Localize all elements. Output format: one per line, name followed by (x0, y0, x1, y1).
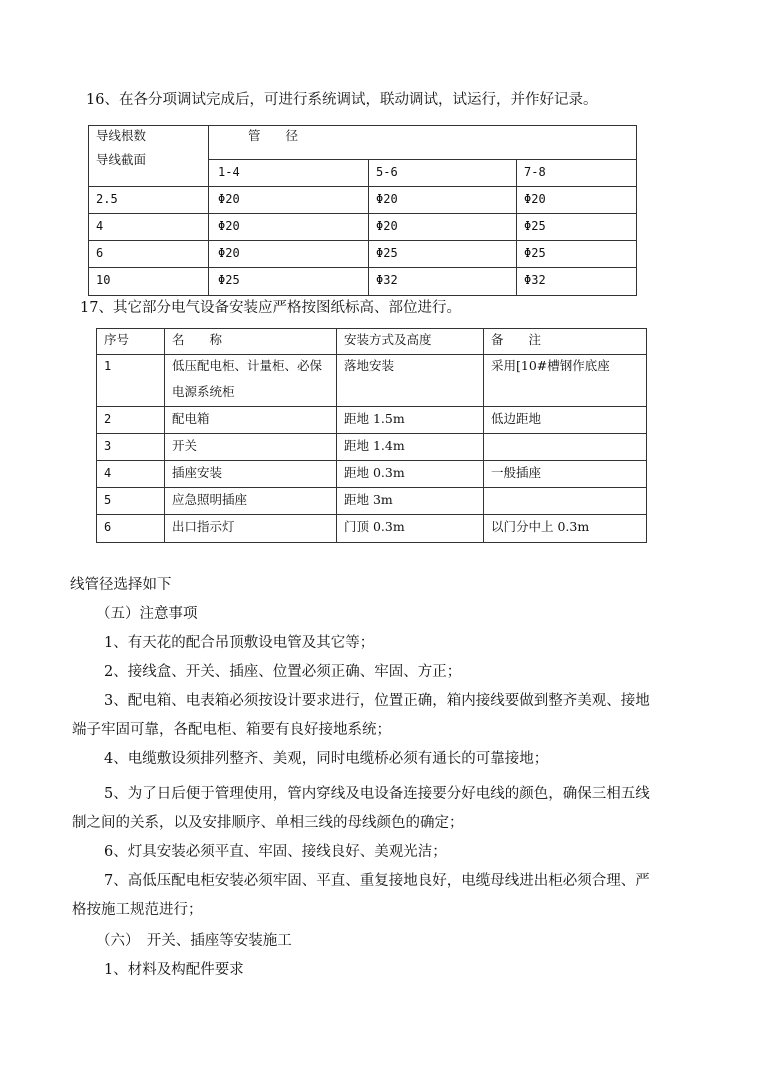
t2-cell: 距地 3m (344, 492, 393, 507)
t2-cell: 距地 1.5m (344, 411, 405, 426)
section-5-item: 4、电缆敷设须排列整齐、美观，同时电缆桥必须有通长的可靠接地； (104, 751, 549, 767)
t1-cell: Φ20 (218, 219, 240, 233)
t2-cell: 3 (104, 439, 112, 453)
t1-header-wire-section: 导线截面 (96, 152, 147, 167)
t1-cell: 4 (96, 219, 104, 233)
t1-cell: 2.5 (96, 192, 118, 206)
t1-cell: Φ20 (218, 246, 240, 260)
section-6-item: 1、材料及构配件要求 (104, 962, 244, 978)
t2-header-no: 序号 (104, 332, 130, 347)
t1-cell: Φ25 (524, 246, 546, 260)
t1-header-wire-count: 导线根数 (96, 128, 147, 143)
t2-cell: 以门分中上 0.3m (491, 519, 590, 534)
t2-header-name: 名 称 (172, 332, 223, 347)
section-5-item: 制之间的关系，以及安排顺序、单相三线的母线颜色的确定； (72, 815, 464, 831)
t2-cell: 6 (104, 520, 112, 534)
t1-cell: Φ25 (524, 219, 546, 233)
t1-subheader: 7-8 (524, 165, 546, 179)
t1-cell: Φ20 (376, 219, 398, 233)
t2-header-method: 安装方式及高度 (344, 332, 432, 347)
t2-cell: 采用[10#槽钢作底座 (491, 358, 610, 373)
t1-cell: Φ20 (218, 192, 240, 206)
t2-cell: 距地 1.4m (344, 438, 405, 453)
t2-cell: 低边距地 (491, 411, 542, 426)
item-16-text: 16、在各分项调试完成后，可进行系统调试，联动调试，试运行，并作好记录。 (86, 92, 598, 108)
pipe-selection-note: 线管径选择如下 (70, 577, 172, 593)
t2-cell: 配电箱 (172, 411, 210, 426)
t1-cell: Φ32 (376, 273, 398, 287)
section-5-item: 7、高低压配电柜安装必须牢固、平直、重复接地良好，电缆母线进出柜必须合理、严 (104, 873, 650, 889)
section-5-item: 3、配电箱、电表箱必须按设计要求进行，位置正确，箱内接线要做到整齐美观、接地 (104, 693, 650, 709)
section-5-item: 2、接线盒、开关、插座、位置必须正确、牢固、方正； (104, 664, 462, 680)
item-17-text: 17、其它部分电气设备安装应严格按图纸标高、部位进行。 (80, 300, 461, 316)
t2-cell: 1 (104, 359, 112, 373)
t1-cell: Φ25 (218, 273, 240, 287)
t2-cell: 低压配电柜、计量柜、必保 (172, 358, 323, 373)
t2-cell: 出口指示灯 (172, 519, 235, 534)
section-5-title: （五）注意事项 (96, 606, 198, 622)
t2-header-remark: 备 注 (491, 332, 542, 347)
t2-cell: 插座安装 (172, 465, 223, 480)
t2-cell: 落地安装 (344, 358, 395, 373)
section-5-item: 格按施工规范进行； (72, 902, 203, 918)
t1-cell: Φ32 (524, 273, 546, 287)
t2-cell: 距地 0.3m (344, 465, 405, 480)
section-5-item: 端子牢固可靠，各配电柜、箱要有良好接地系统； (72, 722, 391, 738)
t1-subheader: 1-4 (218, 165, 240, 179)
t2-cell: 开关 (172, 438, 198, 453)
t1-cell: Φ20 (524, 192, 546, 206)
section-5-item: 5、为了日后便于管理使用，管内穿线及电设备连接要分好电线的颜色，确保三相五线 (104, 786, 650, 802)
t2-cell: 一般插座 (491, 465, 542, 480)
section-6-title: （六） 开关、插座等安装施工 (96, 933, 292, 949)
section-5-item: 6、灯具安装必须平直、牢固、接线良好、美观光洁； (104, 844, 447, 860)
t1-cell: Φ20 (376, 192, 398, 206)
t1-header-diameter: 管 径 (248, 128, 299, 143)
t1-cell: 6 (96, 246, 104, 260)
t2-cell: 4 (104, 466, 112, 480)
t2-cell: 门顶 0.3m (344, 519, 405, 534)
t1-cell: Φ25 (376, 246, 398, 260)
t1-cell: 10 (96, 273, 111, 287)
t2-cell: 2 (104, 412, 112, 426)
t2-cell: 应急照明插座 (172, 492, 248, 507)
t1-subheader: 5-6 (376, 165, 398, 179)
section-5-item: 1、有天花的配合吊顶敷设电管及其它等； (104, 635, 375, 651)
t2-cell: 电源系统柜 (172, 384, 235, 399)
t2-cell: 5 (104, 493, 112, 507)
